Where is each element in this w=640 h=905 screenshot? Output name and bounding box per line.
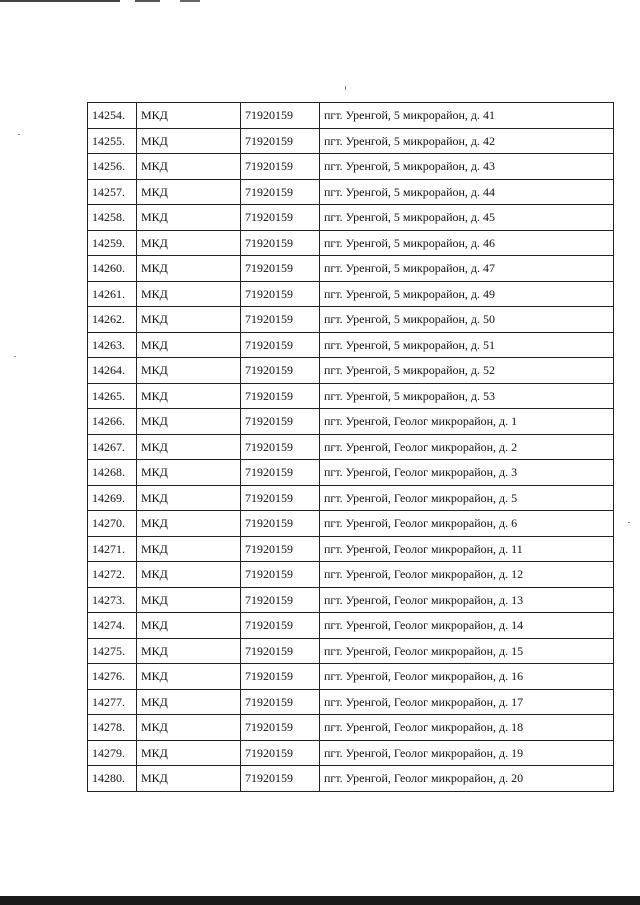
oktmo-code-cell: 71920159 — [241, 128, 320, 154]
scan-speck — [345, 86, 346, 90]
oktmo-code-cell: 71920159 — [241, 434, 320, 460]
row-number-cell: 14268. — [88, 460, 137, 486]
address-cell: пгт. Уренгой, Геолог микрорайон, д. 6 — [320, 511, 614, 537]
row-number-cell: 14272. — [88, 562, 137, 588]
oktmo-code-cell: 71920159 — [241, 103, 320, 129]
address-cell: пгт. Уренгой, Геолог микрорайон, д. 12 — [320, 562, 614, 588]
row-number-cell: 14255. — [88, 128, 137, 154]
address-cell: пгт. Уренгой, Геолог микрорайон, д. 15 — [320, 638, 614, 664]
table-row — [88, 485, 614, 511]
address-cell: пгт. Уренгой, 5 микрорайон, д. 50 — [320, 307, 614, 333]
oktmo-code-cell: 71920159 — [241, 562, 320, 588]
oktmo-code-cell: 71920159 — [241, 638, 320, 664]
address-cell: пгт. Уренгой, 5 микрорайон, д. 41 — [320, 103, 614, 129]
address-cell: пгт. Уренгой, Геолог микрорайон, д. 17 — [320, 689, 614, 715]
table-row — [88, 307, 614, 333]
oktmo-code-cell: 71920159 — [241, 256, 320, 282]
address-cell: пгт. Уренгой, Геолог микрорайон, д. 16 — [320, 664, 614, 690]
table-row — [88, 256, 614, 282]
object-type-cell: МКД — [137, 154, 241, 180]
oktmo-code-cell: 71920159 — [241, 485, 320, 511]
object-type-cell: МКД — [137, 256, 241, 282]
row-number-cell: 14264. — [88, 358, 137, 384]
oktmo-code-cell: 71920159 — [241, 179, 320, 205]
row-number-cell: 14274. — [88, 613, 137, 639]
address-cell: пгт. Уренгой, 5 микрорайон, д. 44 — [320, 179, 614, 205]
oktmo-code-cell: 71920159 — [241, 536, 320, 562]
table-row — [88, 154, 614, 180]
row-number-cell: 14275. — [88, 638, 137, 664]
object-type-cell: МКД — [137, 485, 241, 511]
scan-edge-top — [0, 0, 250, 2]
oktmo-code-cell: 71920159 — [241, 358, 320, 384]
table-row — [88, 638, 614, 664]
oktmo-code-cell: 71920159 — [241, 154, 320, 180]
address-cell: пгт. Уренгой, Геолог микрорайон, д. 3 — [320, 460, 614, 486]
scan-edge-bottom — [0, 896, 640, 905]
table-row — [88, 332, 614, 358]
row-number-cell: 14279. — [88, 740, 137, 766]
object-type-cell: МКД — [137, 434, 241, 460]
oktmo-code-cell: 71920159 — [241, 740, 320, 766]
oktmo-code-cell: 71920159 — [241, 281, 320, 307]
oktmo-code-cell: 71920159 — [241, 715, 320, 741]
object-type-cell: МКД — [137, 281, 241, 307]
row-number-cell: 14273. — [88, 587, 137, 613]
row-number-cell: 14260. — [88, 256, 137, 282]
address-cell: пгт. Уренгой, Геолог микрорайон, д. 19 — [320, 740, 614, 766]
oktmo-code-cell: 71920159 — [241, 230, 320, 256]
row-number-cell: 14262. — [88, 307, 137, 333]
address-cell: пгт. Уренгой, 5 микрорайон, д. 43 — [320, 154, 614, 180]
object-type-cell: МКД — [137, 383, 241, 409]
address-cell: пгт. Уренгой, 5 микрорайон, д. 49 — [320, 281, 614, 307]
table-row — [88, 281, 614, 307]
row-number-cell: 14259. — [88, 230, 137, 256]
object-type-cell: МКД — [137, 409, 241, 435]
address-cell: пгт. Уренгой, 5 микрорайон, д. 42 — [320, 128, 614, 154]
table-row — [88, 434, 614, 460]
address-cell: пгт. Уренгой, 5 микрорайон, д. 53 — [320, 383, 614, 409]
row-number-cell: 14254. — [88, 103, 137, 129]
table-row — [88, 587, 614, 613]
registry-table-body — [88, 103, 614, 792]
address-cell: пгт. Уренгой, Геолог микрорайон, д. 11 — [320, 536, 614, 562]
object-type-cell: МКД — [137, 562, 241, 588]
table-row — [88, 715, 614, 741]
object-type-cell: МКД — [137, 664, 241, 690]
row-number-cell: 14261. — [88, 281, 137, 307]
object-type-cell: МКД — [137, 307, 241, 333]
registry-table — [87, 102, 614, 792]
object-type-cell: МКД — [137, 715, 241, 741]
row-number-cell: 14257. — [88, 179, 137, 205]
address-cell: пгт. Уренгой, 5 микрорайон, д. 51 — [320, 332, 614, 358]
table-row — [88, 613, 614, 639]
table-row — [88, 128, 614, 154]
oktmo-code-cell: 71920159 — [241, 332, 320, 358]
table-row — [88, 460, 614, 486]
table-row — [88, 230, 614, 256]
object-type-cell: МКД — [137, 740, 241, 766]
table-row — [88, 664, 614, 690]
address-cell: пгт. Уренгой, Геолог микрорайон, д. 2 — [320, 434, 614, 460]
object-type-cell: МКД — [137, 358, 241, 384]
oktmo-code-cell: 71920159 — [241, 613, 320, 639]
object-type-cell: МКД — [137, 536, 241, 562]
object-type-cell: МКД — [137, 613, 241, 639]
row-number-cell: 14277. — [88, 689, 137, 715]
object-type-cell: МКД — [137, 460, 241, 486]
object-type-cell: МКД — [137, 205, 241, 231]
table-row — [88, 358, 614, 384]
address-cell: пгт. Уренгой, 5 микрорайон, д. 52 — [320, 358, 614, 384]
row-number-cell: 14267. — [88, 434, 137, 460]
object-type-cell: МКД — [137, 689, 241, 715]
oktmo-code-cell: 71920159 — [241, 409, 320, 435]
address-cell: пгт. Уренгой, Геолог микрорайон, д. 20 — [320, 766, 614, 792]
oktmo-code-cell: 71920159 — [241, 383, 320, 409]
address-cell: пгт. Уренгой, Геолог микрорайон, д. 14 — [320, 613, 614, 639]
table-row — [88, 766, 614, 792]
row-number-cell: 14276. — [88, 664, 137, 690]
oktmo-code-cell: 71920159 — [241, 664, 320, 690]
row-number-cell: 14263. — [88, 332, 137, 358]
table-row — [88, 536, 614, 562]
row-number-cell: 14269. — [88, 485, 137, 511]
scan-speck — [14, 356, 16, 357]
object-type-cell: МКД — [137, 766, 241, 792]
table-row — [88, 383, 614, 409]
oktmo-code-cell: 71920159 — [241, 766, 320, 792]
address-cell: пгт. Уренгой, Геолог микрорайон, д. 18 — [320, 715, 614, 741]
object-type-cell: МКД — [137, 587, 241, 613]
table-row — [88, 205, 614, 231]
address-cell: пгт. Уренгой, Геолог микрорайон, д. 5 — [320, 485, 614, 511]
row-number-cell: 14280. — [88, 766, 137, 792]
object-type-cell: МКД — [137, 103, 241, 129]
object-type-cell: МКД — [137, 179, 241, 205]
table-row — [88, 511, 614, 537]
address-cell: пгт. Уренгой, Геолог микрорайон, д. 1 — [320, 409, 614, 435]
table-row — [88, 689, 614, 715]
table-row — [88, 740, 614, 766]
address-cell: пгт. Уренгой, 5 микрорайон, д. 45 — [320, 205, 614, 231]
row-number-cell: 14266. — [88, 409, 137, 435]
object-type-cell: МКД — [137, 128, 241, 154]
row-number-cell: 14270. — [88, 511, 137, 537]
oktmo-code-cell: 71920159 — [241, 460, 320, 486]
scan-speck — [18, 134, 20, 135]
row-number-cell: 14271. — [88, 536, 137, 562]
object-type-cell: МКД — [137, 638, 241, 664]
address-cell: пгт. Уренгой, 5 микрорайон, д. 46 — [320, 230, 614, 256]
table-row — [88, 179, 614, 205]
oktmo-code-cell: 71920159 — [241, 307, 320, 333]
table-row — [88, 562, 614, 588]
row-number-cell: 14258. — [88, 205, 137, 231]
oktmo-code-cell: 71920159 — [241, 587, 320, 613]
table-row — [88, 103, 614, 129]
object-type-cell: МКД — [137, 332, 241, 358]
address-cell: пгт. Уренгой, Геолог микрорайон, д. 13 — [320, 587, 614, 613]
table-row — [88, 409, 614, 435]
row-number-cell: 14278. — [88, 715, 137, 741]
row-number-cell: 14256. — [88, 154, 137, 180]
object-type-cell: МКД — [137, 230, 241, 256]
oktmo-code-cell: 71920159 — [241, 205, 320, 231]
scan-speck — [628, 522, 630, 523]
row-number-cell: 14265. — [88, 383, 137, 409]
oktmo-code-cell: 71920159 — [241, 511, 320, 537]
oktmo-code-cell: 71920159 — [241, 689, 320, 715]
object-type-cell: МКД — [137, 511, 241, 537]
address-cell: пгт. Уренгой, 5 микрорайон, д. 47 — [320, 256, 614, 282]
